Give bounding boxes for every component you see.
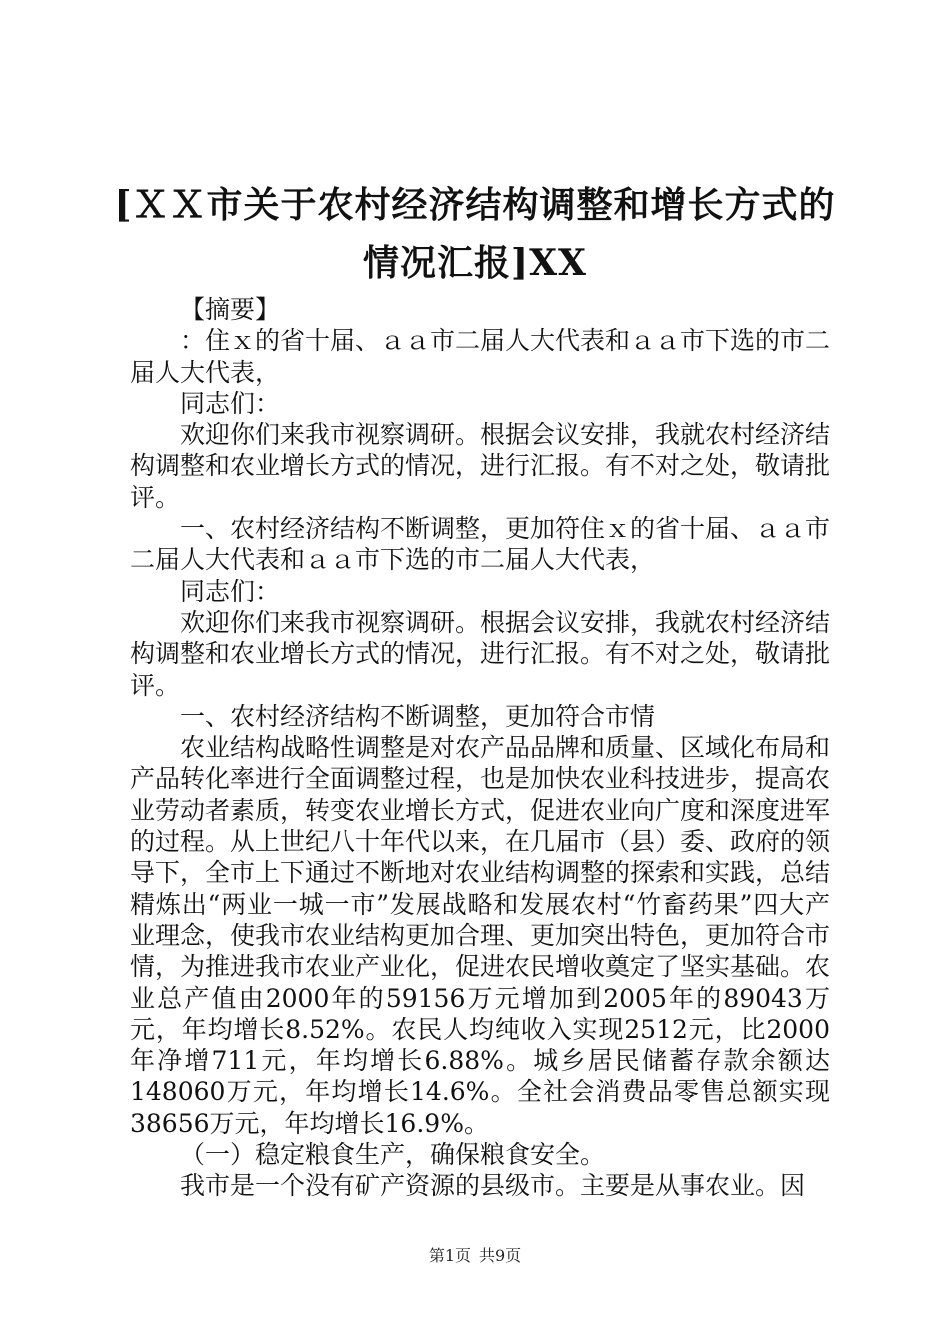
body-paragraph: 同志们： <box>180 576 281 606</box>
document-body <box>130 294 830 1202</box>
abstract-heading: 【摘要】 <box>180 295 281 324</box>
document-title: [ＸＸ市关于农村经济结构调整和增长方式的情况汇报]XX <box>114 184 836 284</box>
body-paragraph: 欢迎你们来我市视察调研。根据会议安排，我就农村经济结构调整和农业增长方式的情况，进行汇报。有不对之处，敬请批评。 <box>130 420 831 512</box>
body-paragraph: 农业结构战略性调整是对农产品品牌和质量、区域化布局和产品转化率进行全面调整过程，也是加快农业科技进步，提高农业劳动者素质，转变农业增长方式，促进农业向广度和深度进军的过程。从上世纪八十年代以来，在几届市（县）委、政府的领导下，全市上下通过不断地对农业结构调整的探索和实践，总结精炼出“两业一城一市”发展战略和发展农村“竹畜药果”四大产业理念，使我市农业结构更加合理、更加突出特色，更加符合市情，为推进我市农业产业化，促进农民增收奠定了坚实基础。农业总产值由2000年的59156万元增加到2005年的89043万元，年均增长8.52%。农民人均纯收入实现2512元，比2000年净增711元，年均增长6.88%。城乡居民储蓄存款余额达148060万元，年均增长14.6%。全社会消费品零售总额实现38656万元，年均增长16.9%。 <box>130 733 831 1138</box>
body-paragraph: 欢迎你们来我市视察调研。根据会议安排，我就农村经济结构调整和农业增长方式的情况，进行汇报。有不对之处，敬请批评。 <box>130 607 831 700</box>
body-paragraph: 同志们： <box>180 388 281 418</box>
section-heading: 一、农村经济结构不断调整，更加符合市情 <box>180 701 656 731</box>
body-paragraph: 一、农村经济结构不断调整，更加符住ｘ的省十届、ａａ市二届人大代表和ａａ市下选的市二届人大代表， <box>130 514 831 575</box>
page-total: 共9页 <box>479 1246 522 1265</box>
body-paragraph: 我市是一个没有矿产资源的县级市。主要是从事农业。因 <box>180 1171 806 1201</box>
page-footer <box>0 1243 950 1266</box>
page-number: 第1页 <box>428 1246 471 1265</box>
subsection-heading: （一）稳定粮食生产，确保粮食安全。 <box>180 1140 606 1170</box>
body-paragraph: ：住ｘ的省十届、ａａ市二届人大代表和ａａ市下选的市二届人大代表， <box>130 326 831 387</box>
